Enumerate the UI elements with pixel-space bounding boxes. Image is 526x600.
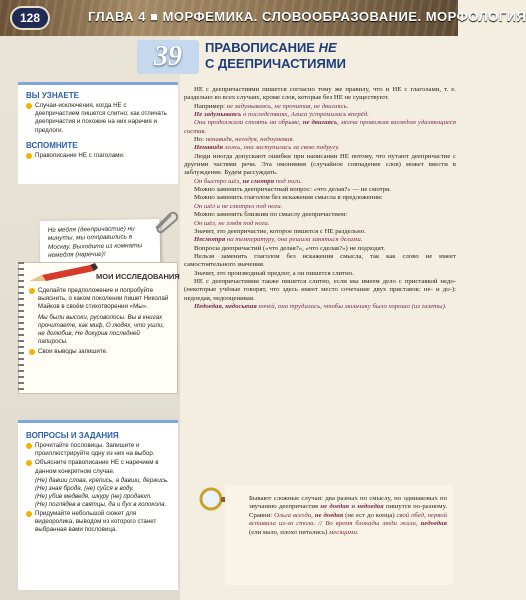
bullet-icon [26,443,32,449]
example: Не задумываясь о последствиях, Алиса устремилась вперёд. [194,111,369,119]
bullet-icon [29,288,35,294]
example: Он шёл и не смотрел под ноги. [194,202,283,210]
proverb-line: (Не) убив медведя, шкуру (не) продают. [35,493,153,501]
bullet-icon [26,153,32,159]
example: Он быстро шёл, не смотря под ноги. [194,177,302,185]
tasks-title: ВОПРОСЫ И ЗАДАНИЯ [26,431,119,440]
bullet-icon [29,349,35,355]
bullet-icon [26,511,32,517]
chapter-header [0,0,526,36]
paragraph: НЕ с деепричастиями пишется согласно тому же правилу, что и НЕ с глаголами, т. е. раздельно во всех случаях, кроме слов, которые без НЕ не существуют. [184,86,456,102]
notebook-spiral [18,262,24,394]
paperclip-icon [150,208,180,234]
learn-box [18,82,178,184]
task-item-1: Прочитайте пословицы. Запишите и проиллюстрируйте одну из них на выбор. [26,442,170,458]
tasks-box [18,420,178,590]
paragraph: Вопросы деепричастий («что делая?», «что сделав?») не подходят. [194,244,385,252]
lesson-heading: ПРАВОПИСАНИЕ НЕ С ДЕЕПРИЧАСТИЯМИ [205,40,347,71]
example: Ненавидя ложь, она заступилась за свою подругу. [194,144,340,152]
bullet-icon [26,103,32,109]
chapter-title: ГЛАВА 4 ■ МОРФЕМИКА. СЛОВООБРАЗОВАНИЕ. МОРФОЛОГИЯ [88,9,526,24]
paragraph: Можно заменить глаголом без искажения смысла в предложении: [194,194,383,202]
task-item-3: Придумайте небольшой сюжет для видеоролика, выводом из которого станет выбранная вами пословица. [26,510,170,535]
paragraph: Можно заменить деепричастный вопрос: «что делая?» — не смотря. [194,186,391,194]
example: Несмотря на температуру, она решила заняться делами. [194,236,363,244]
paragraph: Но: ненавидя, негодуя, недоумевая. [194,136,295,144]
proverb-line: (Не) зная брода, (не) суйся в воду. [35,485,134,493]
paragraph: Значит, это производный предлог, а он пишется слитно. [194,269,354,277]
recall-item: Правописание НЕ с глаголами. [26,152,170,160]
note-box: Бывают сложные случаи: два разных по смыслу, но одинаковых по звучанию деепричастия не доедая и недоедая пишутся по-разному. Сравни: Ольга всегда, не доедая (не ест до конца) свой обед, первой вставала из-за стола. // Во время блокады люди жили, недоедая (ели мало, плохо питались) месяцами. [225,485,453,585]
proverb-line: (Не) поглядев в святцы, да и бух в колокола. [35,501,167,509]
learn-item: Случаи-исключения, когда НЕ с деепричастием пишется слитно; как отличать деепричастия и похожие на них наречия и предлоги. [26,102,170,135]
research-title: МОИ ИССЛЕДОВАНИЯ [96,272,180,281]
paragraph: Люди иногда допускают ошибки при написании НЕ потому, что путают деепричастие с другими частями речи. Эта омонимия (случайное совпадение слов) может ввести в заблуждение. Будем рассуждать. [184,152,456,177]
research-poem: Мы были высоки, русоволосы. Вы в книгах прочитаете, как миф, О людях, что ушли, не долюбив, Не докурив последней папиросы. [38,313,165,346]
research-item-1: Сделайте предположение и попробуйте выяснить, о каком поколении пишет Николай Майков в своём стихотворении «Мы». [29,287,169,312]
paragraph: Можно заменить близким по смыслу деепричастием: [194,211,348,219]
example: Недоедая, недосыпая ночей, она трудилась, чтобы мальчику было хорошо (из газеты). [194,302,447,310]
paragraph: Значит, это деепричастие, которое пишется с НЕ раздельно. [194,227,366,235]
recall-title: ВСПОМНИТЕ [26,140,78,150]
example: Они продолжали стоять на обрыве, не двигаясь, молча провожая взглядом удаляющиеся состав. [184,119,456,135]
bullet-icon [26,460,32,466]
paragraph: НЕ с деепричастиями также пишется слитно, если мы имеем дело с приставкой недо- (некоторые учёные говорят, что здесь имеет место сочетание двух приставок: не- и до-): недоедая, недооценивая. [184,277,456,302]
lesson-number: 39 [137,40,199,74]
learn-title: ВЫ УЗНАЕТЕ [26,91,79,100]
quote-card: Не медля (деепричастие) ни минуты, мы отправились в Москву. Выходите из комнаты немедля (наречие)! [40,219,161,277]
pencil-icon [28,263,100,285]
paragraph: Нельзя заменить глаголом без искажения смысла, так как слово не имеет самостоятельного значения. [184,252,456,269]
paragraph: Например: не задумываясь, не прочитав, не двигаясь. [194,102,349,110]
page-number: 128 [10,6,50,30]
proverb-line: (Не) давши слова, крепись, а давши, держись. [35,476,169,484]
task-item-2: Объясните правописание НЕ с наречием в данном конкретном случае. [26,459,170,475]
example: Он шёл, не глядя под ноги. [194,219,270,227]
research-item-2: Свои выводы запишите. [29,348,169,356]
main-text [184,86,456,311]
